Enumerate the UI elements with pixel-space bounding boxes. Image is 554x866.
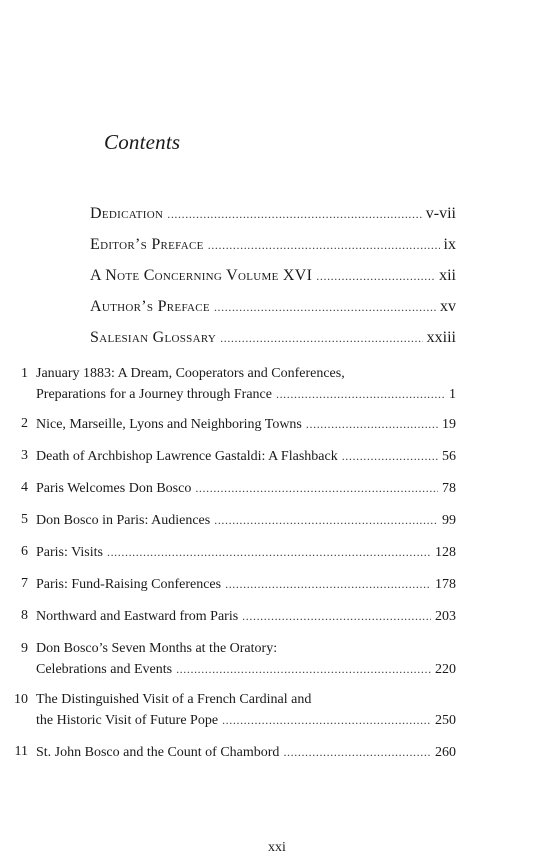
dot-leader [220,331,423,346]
toc-entry-title: Dedication [90,205,164,222]
chapter-title: St. John Bosco and the Count of Chambord [36,745,280,760]
dot-leader [342,446,438,466]
toc-entry-page: v-vii [425,205,456,222]
dot-leader [222,710,431,730]
chapter-page: 56 [442,449,456,464]
toc-entry-title: Author’s Preface [90,298,210,315]
toc-entry-title: Salesian Glossary [90,329,217,346]
toc-entry-note-volume-xvi[interactable] [90,267,456,285]
dot-leader [214,510,438,530]
chapter-number: 5 [21,512,28,527]
chapter-title: Death of Archbishop Lawrence Gastaldi: A Flashback [36,449,338,464]
chapter-number: 2 [21,416,28,431]
chapter-title-line2: Preparations for a Journey through France [36,387,272,402]
chapter-number: 11 [14,744,28,759]
chapter-number: 7 [21,576,28,591]
chapter-title: Northward and Eastward from Paris [36,609,239,624]
chapter-title-line2: Celebrations and Events [36,662,173,677]
chapter-page: 203 [435,609,456,624]
dot-leader [208,238,440,253]
toc-entry-page: ix [443,236,456,253]
chapter-title: Don Bosco in Paris: Audiences [36,513,211,528]
chapter-page: 128 [435,545,456,560]
chapter-page: 78 [442,481,456,496]
chapter-page: 260 [435,745,456,760]
toc-entry-page: xxiii [426,329,456,346]
chapter-title-line1: Don Bosco’s Seven Months at the Oratory: [36,641,278,656]
toc-entry-dedication[interactable] [90,205,456,223]
chapter-page: 220 [435,662,456,677]
chapter-number: 4 [21,480,28,495]
chapter-page: 250 [435,713,456,728]
dot-leader [242,606,431,626]
chapter-number: 10 [14,692,28,707]
chapter-title: Paris: Fund-Raising Conferences [36,577,222,592]
chapter-title: Paris: Visits [36,545,103,560]
chapter-page: 19 [442,417,456,432]
chapter-page: 178 [435,577,456,592]
dot-leader [306,414,438,434]
dot-leader [276,384,445,404]
chapter-title: Paris Welcomes Don Bosco [36,481,192,496]
toc-entry-page: xii [439,267,456,284]
chapter-number: 3 [21,448,28,463]
dot-leader [214,300,436,315]
chapter-number: 8 [21,608,28,623]
toc-entry-title: A Note Concerning Volume XVI [90,267,313,284]
toc-entry-editors-preface[interactable] [90,236,456,254]
chapter-page: 1 [449,387,456,402]
chapter-number: 6 [21,544,28,559]
dot-leader [225,574,431,594]
toc-entry-authors-preface[interactable] [90,298,456,316]
dot-leader [283,742,431,762]
dot-leader [107,542,431,562]
chapter-page: 99 [442,513,456,528]
page-title: Contents [104,130,181,154]
page-number: xxi [268,840,286,855]
chapter-title-line2: the Historic Visit of Future Pope [36,713,219,728]
chapter-title-line1: The Distinguished Visit of a French Cardinal and [36,692,312,707]
dot-leader [176,659,431,679]
chapter-title: Nice, Marseille, Lyons and Neighboring Towns [36,417,302,432]
chapter-title-line1: January 1883: A Dream, Cooperators and Conferences, [36,366,345,381]
dot-leader [167,207,422,222]
toc-entry-page: xv [440,298,456,315]
toc-entry-title: Editor’s Preface [90,236,204,253]
dot-leader [316,269,435,284]
chapter-number: 1 [21,366,28,381]
chapter-number: 9 [21,641,28,656]
toc-entry-salesian-glossary[interactable] [90,329,456,347]
dot-leader [195,478,438,498]
